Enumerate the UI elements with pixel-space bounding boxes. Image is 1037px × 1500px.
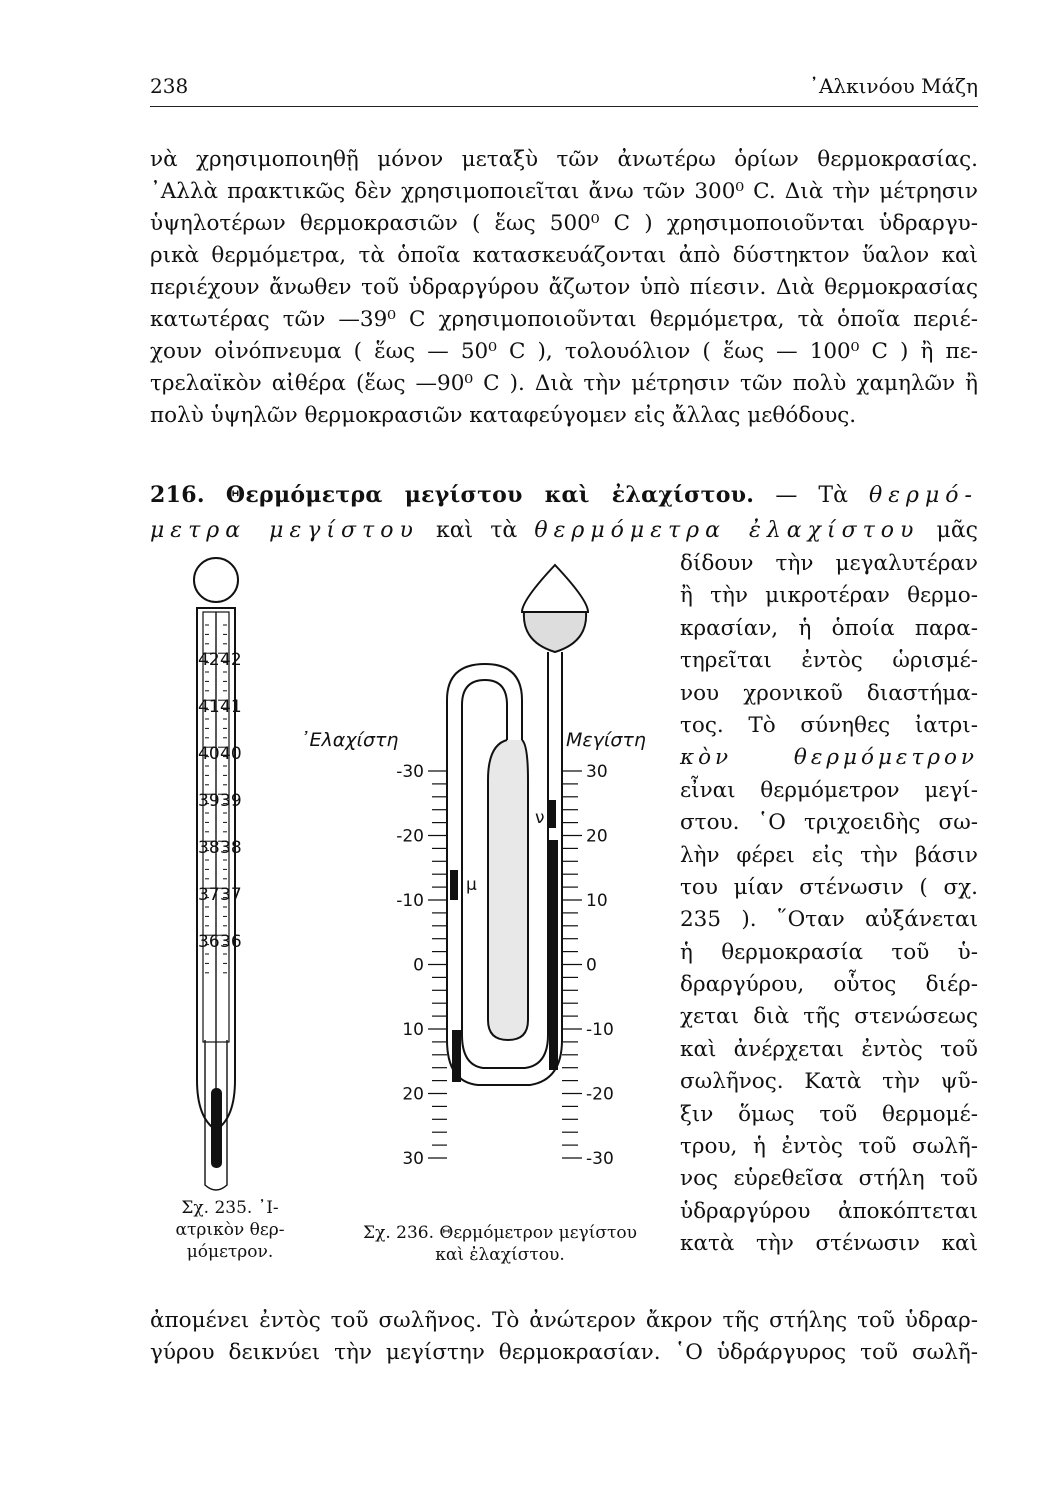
scale-label-right: 20: [586, 826, 608, 847]
text-line: τος. Τὸ σύνηθες ἰατρι-: [680, 712, 978, 738]
text-line: ἀπομένει ἐντὸς τοῦ σωλῆνος. Τὸ ἀνώτερον ἄκρον τῆς στήλης τοῦ ὑδραρ-: [150, 1308, 978, 1333]
scale-label-left: 39: [198, 791, 220, 811]
text-line: λὴν φέρει εἰς τὴν βάσιν: [680, 842, 978, 868]
section-spaced-term: θερμό-: [869, 483, 978, 508]
section-text: καὶ τὰ: [435, 518, 518, 543]
scale-label-left: 10: [402, 1020, 424, 1040]
text-line: περιέχουν ἄνωθεν τοῦ ὑδραργύρου ἄζωτον ὑπὸ πίεσιν. Διὰ θερμοκρασίας: [150, 275, 978, 300]
text-line: ᾿Αλλὰ πρακτικῶς δὲν χρησιμοποιεῖται ἄνω τῶν 300⁰ C. Διὰ τὴν μέτρησιν: [150, 179, 978, 204]
text-line: νος εὑρεθεῖσα στήλη τοῦ: [680, 1166, 978, 1192]
text-line: του μίαν στένωσιν ( σχ.: [680, 874, 978, 900]
expansion-bulb: [524, 612, 586, 652]
mercury-left-column: [452, 1030, 461, 1082]
scale-label-left: 30: [402, 1149, 424, 1169]
scale-label-left: 40: [198, 744, 220, 764]
caption-line: Σχ. 236. Θερμόμετρον μεγίστου: [363, 1223, 637, 1243]
figure-236-max-min-thermometer: [300, 565, 646, 1169]
text-line: ἡ θερμοκρασία τοῦ ὑ-: [680, 939, 978, 965]
running-title: ᾿Αλκινόου Μάζη: [808, 74, 978, 98]
scale-label-left: 42: [198, 650, 220, 670]
text-line: ξιν ὅμως τοῦ θερμομέ-: [680, 1101, 978, 1127]
scale-label-left: -20: [396, 826, 424, 847]
thermometer-top-loop: [194, 558, 238, 602]
scale-label-right: 10: [586, 891, 608, 911]
marker-mu: μ: [466, 875, 477, 895]
scale-label-right: 38: [220, 838, 242, 858]
scale-label-left: -10: [396, 891, 424, 911]
text-line: κατωτέρας τῶν —39⁰ C χρησιμοποιοῦνται θερμόμετρα, τὰ ὁποῖα περιέ-: [150, 307, 978, 332]
scale-label-right: 36: [220, 932, 242, 952]
section-dash: — Τὰ: [775, 483, 848, 508]
page-number: 238: [150, 74, 189, 98]
text-line: δίδουν τὴν μεγαλυτέραν: [680, 551, 978, 576]
text-line: τηρεῖται ἐντὸς ὡρισμέ-: [680, 648, 978, 674]
label-minimum: ᾿Ελαχίστη: [300, 729, 399, 751]
scale-label-right: -30: [586, 1149, 614, 1169]
text-line: ρικὰ θερμόμετρα, τὰ ὁποῖα κατασκευάζονται ἀπὸ δύστηκτον ὕαλον καὶ: [150, 243, 978, 268]
text-line: δραργύρου, οὗτος διέρ-: [680, 972, 978, 998]
text-line: ὑδραργύρου ἀποκόπτεται: [680, 1198, 978, 1224]
mercury-right-column: [549, 840, 558, 1070]
scale-label-right: 39: [220, 791, 242, 811]
alcohol-reservoir: [488, 740, 528, 1040]
section-number: 216.: [150, 482, 205, 508]
text-line: χεται διὰ τῆς στενώσεως: [680, 1004, 978, 1030]
text-line: χουν οἰνόπνευμα ( ἕως — 50⁰ C ), τολουόλιον ( ἕως — 100⁰ C ) ἢ πε-: [150, 339, 978, 364]
scale-label-left: 36: [198, 932, 220, 952]
text-line: εἶναι θερμόμετρον μεγί-: [680, 777, 978, 803]
index-min-marker: [450, 870, 458, 900]
section-spaced-term: μετρα μεγίστου: [150, 518, 419, 543]
scale-label-right: 0: [586, 955, 597, 976]
text-line: κρασίαν, ἡ ὁποία παρα-: [680, 615, 978, 641]
caption-line: Σχ. 235. ᾿Ι-: [181, 1198, 279, 1218]
scale-label-right: 42: [220, 650, 242, 670]
text-line: ὑψηλοτέρων θερμοκρασιῶν ( ἕως 500⁰ C ) χρησιμοποιοῦνται ὑδραργυ-: [150, 211, 978, 236]
scale-label-left: -30: [396, 762, 424, 782]
scale-label-left: 37: [198, 885, 220, 905]
scale-label-left: 20: [402, 1084, 424, 1105]
caption-line: ατρικὸν θερ-: [175, 1220, 285, 1240]
scale-label-left: 38: [198, 838, 220, 858]
text-line: τρελαϊκὸν αἰθέρα (ἕως —90⁰ C ). Διὰ τὴν μέτρησιν τῶν πολὺ χαμηλῶν ἢ: [150, 371, 978, 396]
section-text: μᾶς: [936, 518, 978, 543]
label-maximum: Μεγίστη: [566, 729, 646, 751]
text-line: γύρου δεικνύει τὴν μεγίστην θερμοκρασίαν. ῾Ο ὑδράργυρος τοῦ σωλῆ-: [150, 1340, 978, 1365]
text-line: πολὺ ὑψηλῶν θερμοκρασιῶν καταφεύγομεν εἰς ἄλλας μεθόδους.: [150, 403, 857, 428]
bulb-top-cap: [522, 565, 588, 612]
scale-label-right: 41: [220, 697, 242, 717]
text-line: σωλῆνος. Κατὰ τὴν ψῦ-: [680, 1069, 978, 1095]
text-line: νου χρονικοῦ διαστήμα-: [680, 680, 978, 706]
text-line: στου. ῾Ο τριχοειδὴς σω-: [680, 810, 978, 836]
marker-nu: ν: [535, 808, 545, 828]
scale-label-right: -10: [586, 1020, 614, 1040]
text-line: κατὰ τὴν στένωσιν καὶ: [680, 1231, 978, 1257]
scale-label-right: 40: [220, 744, 242, 764]
caption-line: μόμετρον.: [186, 1242, 274, 1262]
text-line: κὸν θερμόμετρον: [680, 745, 978, 771]
text-line: τρου, ἡ ἐντὸς τοῦ σωλῆ-: [680, 1134, 978, 1160]
figure-235-clinical-thermometer: [194, 558, 242, 1190]
scale-label-right: -20: [586, 1084, 614, 1105]
scale-label-left: 41: [198, 697, 220, 717]
text-line: 235 ). ῞Οταν αὐξάνεται: [680, 907, 978, 933]
scale-label-right: 30: [586, 762, 608, 782]
text-line: καὶ ἀνέρχεται ἐντὸς τοῦ: [680, 1036, 978, 1062]
mercury-bulb: [211, 1088, 222, 1168]
index-max-marker: [549, 800, 556, 828]
text-line: ἢ τὴν μικροτέραν θερμο-: [680, 583, 978, 609]
text-line: νὰ χρησιμοποιηθῇ μόνον μεταξὺ τῶν ἀνωτέρω ὁρίων θερμοκρασίας.: [150, 147, 978, 172]
figure-236-caption: [325, 1222, 675, 1266]
section-title: Θερμόμετρα μεγίστου καὶ ἐλαχίστου.: [225, 482, 755, 508]
caption-line: καὶ ἐλαχίστου.: [435, 1245, 565, 1265]
scale-label-right: 37: [220, 885, 242, 905]
scale-label-left: 0: [413, 955, 424, 976]
figure-235-caption: [155, 1197, 305, 1263]
section-spaced-term: θερμόμετρα ἐλαχίστου: [534, 518, 920, 543]
